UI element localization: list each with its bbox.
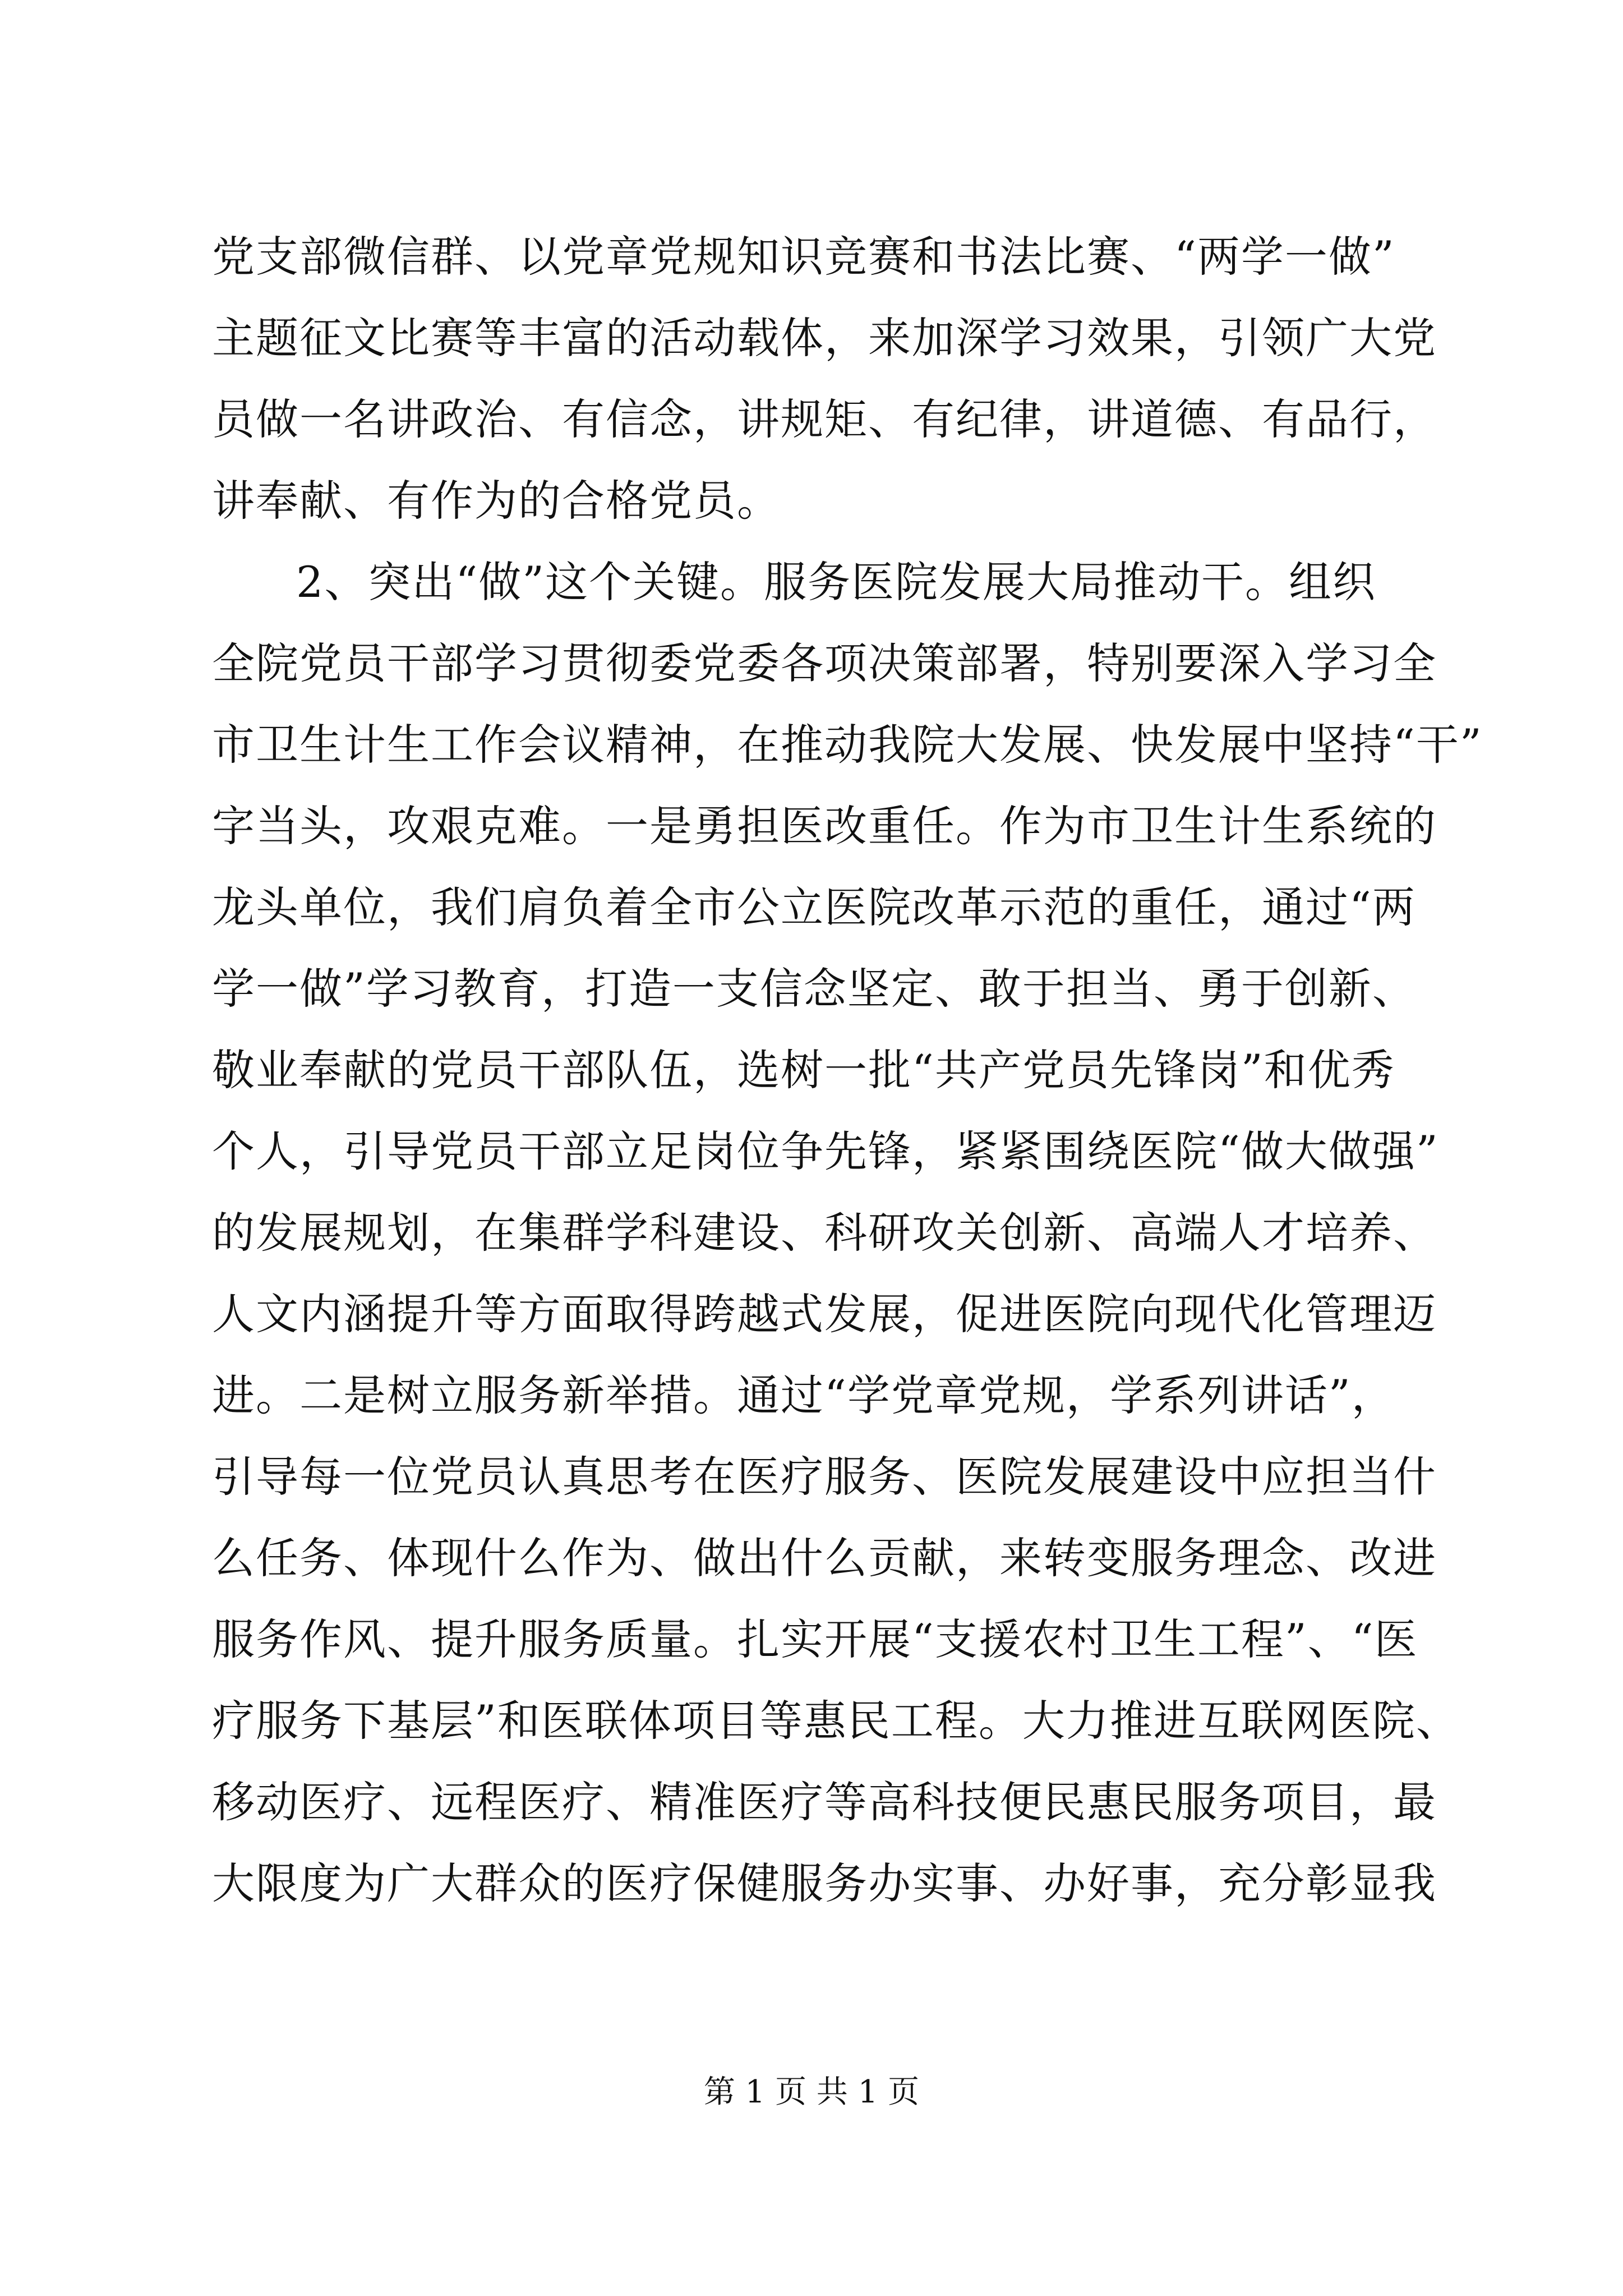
text-line: 人文内涵提升等方面取得跨越式发展，促进医院向现代化管理迈 (212, 1289, 1437, 1339)
text-line: 龙头单位，我们肩负着全市公立医院改革示范的重任，通过“两 (212, 882, 1416, 932)
text-line: 疗服务下基层”和医联体项目等惠民工程。大力推进互联网医院、 (212, 1696, 1460, 1746)
text-line: 讲奉献、有作为的合格党员。 (212, 476, 781, 526)
page-number-label: 第 1 页 共 1 页 (703, 2074, 920, 2110)
body-text (212, 216, 1483, 1924)
text-line: 移动医疗、远程医疗、精准医疗等高科技便民惠民服务项目，最 (212, 1777, 1437, 1827)
text-line: 员做一名讲政治、有信念，讲规矩、有纪律，讲道德、有品行， (212, 394, 1437, 444)
text-line: 引导每一位党员认真思考在医疗服务、医院发展建设中应担当什 (212, 1452, 1437, 1502)
text-line: 敬业奉献的党员干部队伍，选树一批“共产党员先锋岗”和优秀 (212, 1045, 1395, 1095)
text-line: 全院党员干部学习贯彻委党委各项决策部署，特别要深入学习全 (212, 638, 1437, 688)
text-line: 进。二是树立服务新举措。通过“学党章党规，学系列讲话”， (212, 1370, 1395, 1420)
page-footer (0, 2070, 1623, 2115)
text-line: 党支部微信群、以党章党规知识竞赛和书法比赛、“两学一做” (212, 232, 1395, 282)
text-line: 的发展规划，在集群学科建设、科研攻关创新、高端人才培养、 (212, 1208, 1437, 1258)
text-line: 字当头，攻艰克难。一是勇担医改重任。作为市卫生计生系统的 (212, 801, 1437, 851)
text-line: 市卫生计生工作会议精神，在推动我院大发展、快发展中坚持“干” (212, 720, 1483, 770)
text-line: 个人，引导党员干部立足岗位争先锋，紧紧围绕医院“做大做强” (212, 1126, 1439, 1176)
text-line: 么任务、体现什么作为、做出什么贡献，来转变服务理念、改进 (212, 1533, 1437, 1583)
paragraph-start-line: 2、突出“做”这个关键。服务医院发展大局推动干。组织 (296, 557, 1377, 607)
text-line: 服务作风、提升服务质量。扎实开展“支援农村卫生工程”、“医 (212, 1614, 1418, 1664)
text-line: 学一做”学习教育，打造一支信念坚定、敢于担当、勇于创新、 (212, 964, 1416, 1014)
text-line: 大限度为广大群众的医疗保健服务办实事、办好事，充分彰显我 (212, 1858, 1437, 1908)
text-line: 主题征文比赛等丰富的活动载体，来加深学习效果，引领广大党 (212, 313, 1437, 363)
